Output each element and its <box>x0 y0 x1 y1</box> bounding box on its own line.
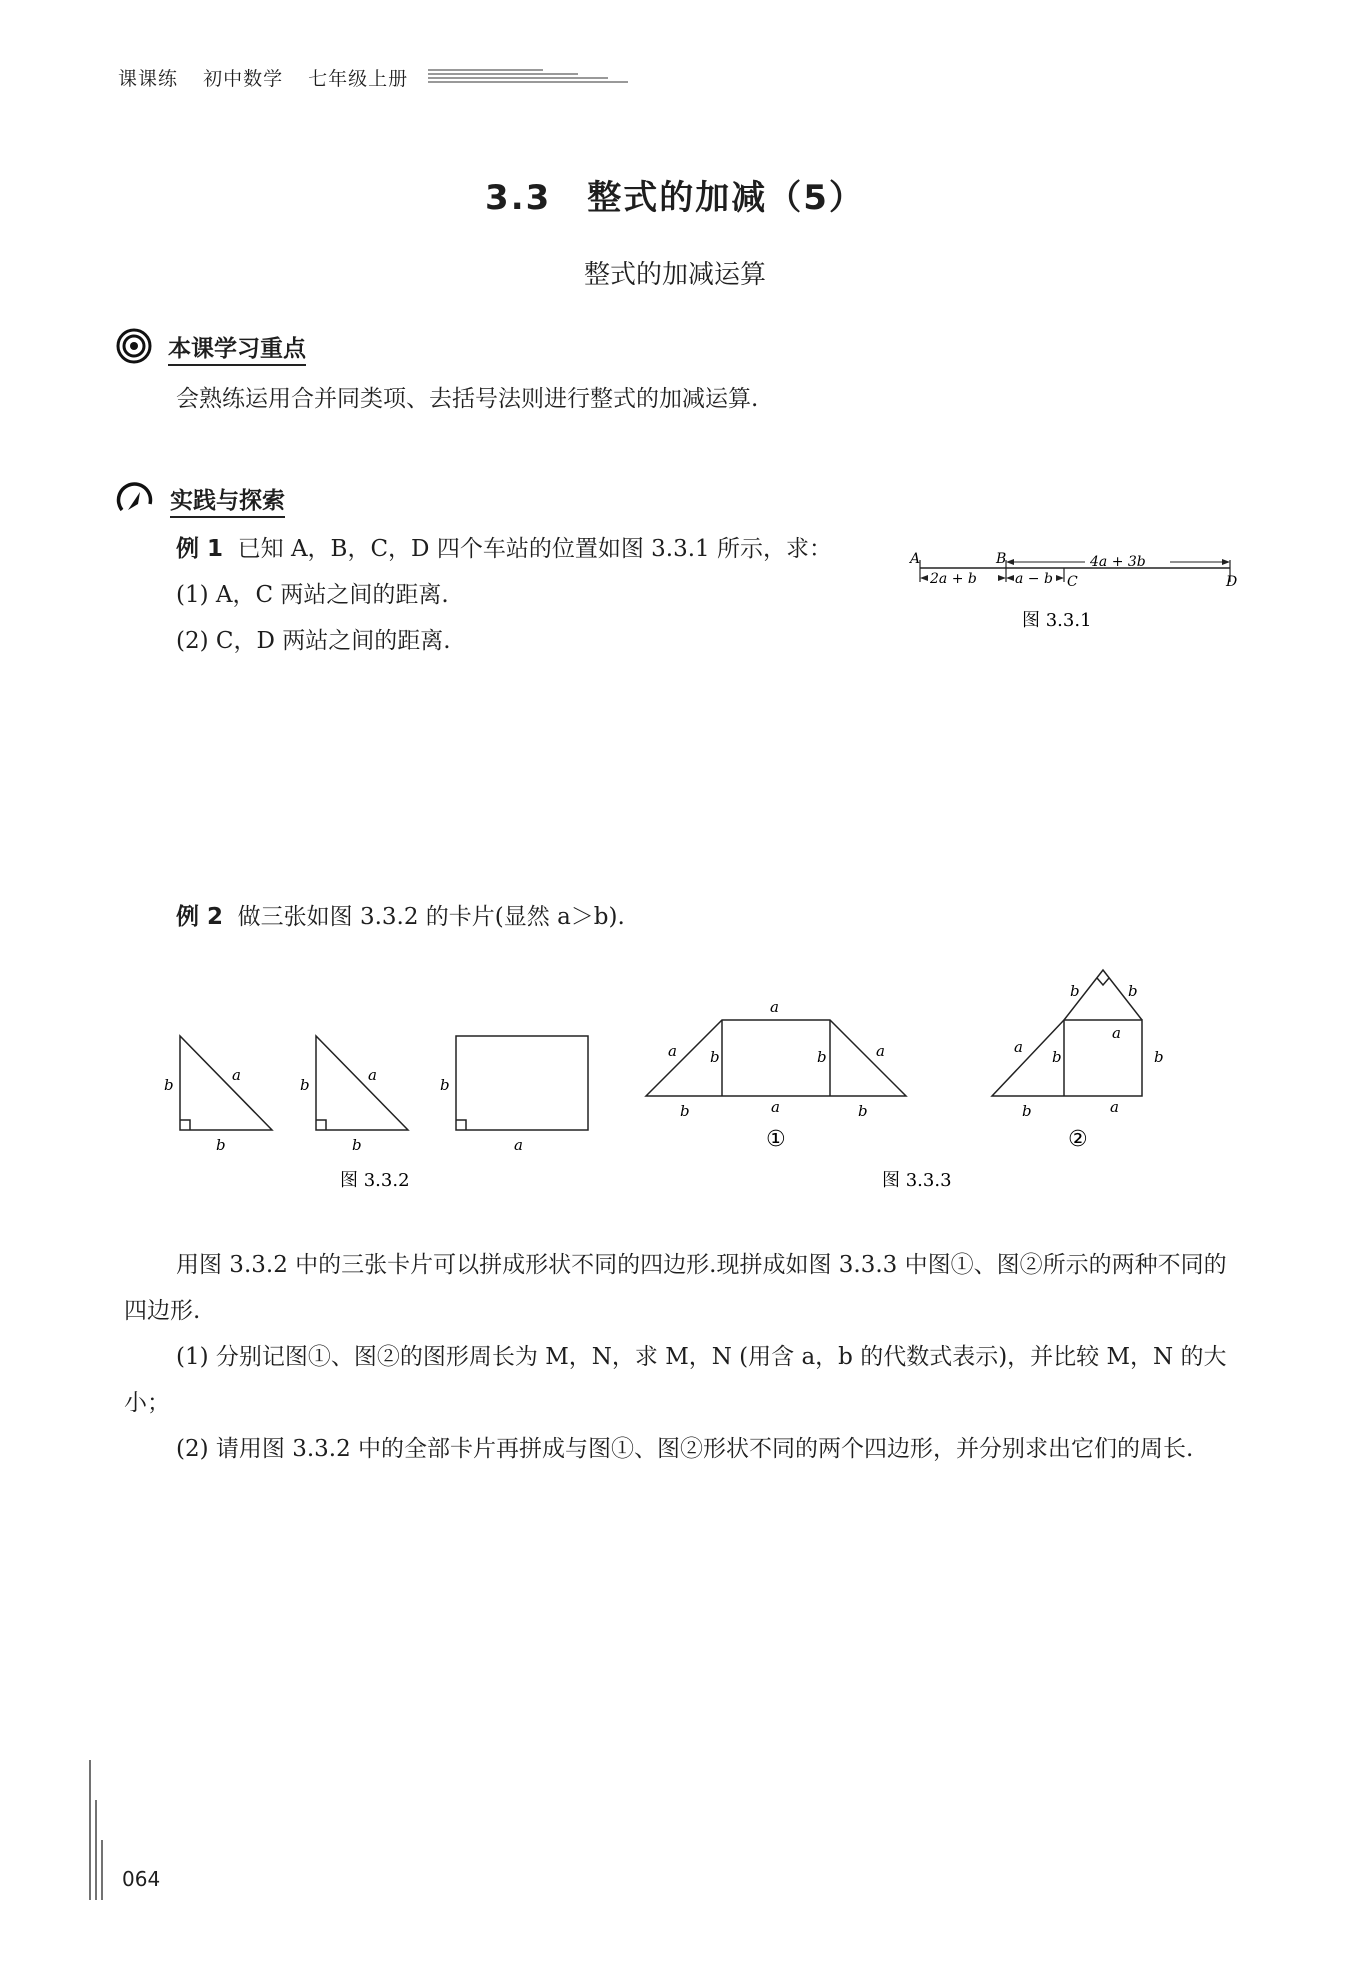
t2-b-bottom: b <box>352 1136 362 1154</box>
section-title: 3.3 整式的加减（5） <box>485 178 865 218</box>
section-subtitle: 整式的加减运算 <box>583 260 766 290</box>
header-book: 课课练 <box>118 68 179 90</box>
s1-a-right: a <box>876 1042 885 1060</box>
target-icon <box>116 328 152 364</box>
margin-lines <box>86 1760 116 1900</box>
focus-heading: 本课学习重点 <box>168 330 306 366</box>
s2-b-right: b <box>1154 1048 1164 1066</box>
fig331-caption: 图 3.3.1 <box>1022 610 1092 631</box>
running-header <box>118 64 426 91</box>
header-rule-lines <box>428 68 628 88</box>
s2-b-inner: b <box>1052 1048 1062 1066</box>
card-triangle-2 <box>316 1036 408 1130</box>
fig333-caption: 图 3.3.3 <box>882 1170 952 1191</box>
focus-text: 会熟练运用合并同类项、去括号法则进行整式的加减运算. <box>176 386 759 412</box>
s2-a-inner-top: a <box>1112 1024 1121 1042</box>
s2-a-bottom: a <box>1110 1098 1119 1116</box>
example2-text: 做三张如图 3.3.2 的卡片(显然 a＞b). <box>237 904 625 930</box>
label-bc: a − b <box>1015 571 1053 587</box>
point-C: C <box>1067 574 1078 590</box>
s2-a-hyp: a <box>1014 1038 1023 1056</box>
fig332-caption: 图 3.3.2 <box>340 1170 410 1191</box>
figure-3-3-2 <box>150 1020 610 1200</box>
point-B: B <box>996 551 1007 567</box>
example1-q2: (2) C，D 两站之间的距离. <box>176 628 451 654</box>
compass-icon <box>116 480 156 516</box>
rect-b-left: b <box>440 1076 450 1094</box>
s2-b-roof-right: b <box>1128 982 1138 1000</box>
example1-label: 例 1 <box>176 536 224 562</box>
t1-b-left: b <box>164 1076 174 1094</box>
s2-b-roof-left: b <box>1070 982 1080 1000</box>
example1-q1: (1) A，C 两站之间的距离. <box>176 582 449 608</box>
s1-b-inner-right: b <box>817 1048 827 1066</box>
point-A: A <box>910 551 921 567</box>
page-number: 064 <box>122 1867 161 1891</box>
example1-intro-line <box>176 534 832 564</box>
s2-b-bottom: b <box>1022 1102 1032 1120</box>
shape-2-number: ② <box>1068 1127 1088 1152</box>
paragraph-1: 用图 3.3.2 中的三张卡片可以拼成形状不同的四边形.现拼成如图 3.3.3 中图①、图②所示的两种不同的四边形. <box>124 1252 1227 1324</box>
t2-a-hyp: a <box>368 1066 377 1084</box>
s1-b-inner-left: b <box>710 1048 720 1066</box>
figure-3-3-1 <box>900 548 1250 640</box>
s1-b-bottom-left: b <box>680 1102 690 1120</box>
label-bd: 4a + 3b <box>1090 554 1146 570</box>
example2-label: 例 2 <box>176 904 224 930</box>
shape-1-number: ① <box>766 1127 786 1152</box>
t1-b-bottom: b <box>216 1136 226 1154</box>
s1-a-top: a <box>770 998 779 1016</box>
t1-a-hyp: a <box>232 1066 241 1084</box>
example2-line <box>176 902 625 932</box>
practice-heading: 实践与探索 <box>170 482 285 518</box>
paragraph-3: (2) 请用图 3.3.2 中的全部卡片再拼成与图①、图②形状不同的两个四边形，并分别求出它们的周长. <box>176 1436 1194 1462</box>
card-rectangle <box>456 1036 588 1130</box>
t2-b-left: b <box>300 1076 310 1094</box>
label-ab: 2a + b <box>930 571 977 587</box>
header-grade: 七年级上册 <box>308 68 409 90</box>
header-subject: 初中数学 <box>203 68 284 90</box>
rect-a-bottom: a <box>514 1136 523 1154</box>
s1-a-left: a <box>668 1042 677 1060</box>
card-triangle-1 <box>180 1036 272 1130</box>
s1-b-bottom-right: b <box>858 1102 868 1120</box>
point-D: D <box>1226 574 1238 590</box>
example1-intro: 已知 A，B，C，D 四个车站的位置如图 3.3.1 所示，求： <box>237 536 832 562</box>
s1-a-bottom: a <box>771 1098 780 1116</box>
paragraph-2: (1) 分别记图①、图②的图形周长为 M，N，求 M，N (用含 a，b 的代数式表示)，并比较 M，N 的大小； <box>124 1344 1227 1416</box>
shape-1-trapezoid <box>646 1020 906 1096</box>
figure-3-3-3 <box>630 960 1210 1200</box>
